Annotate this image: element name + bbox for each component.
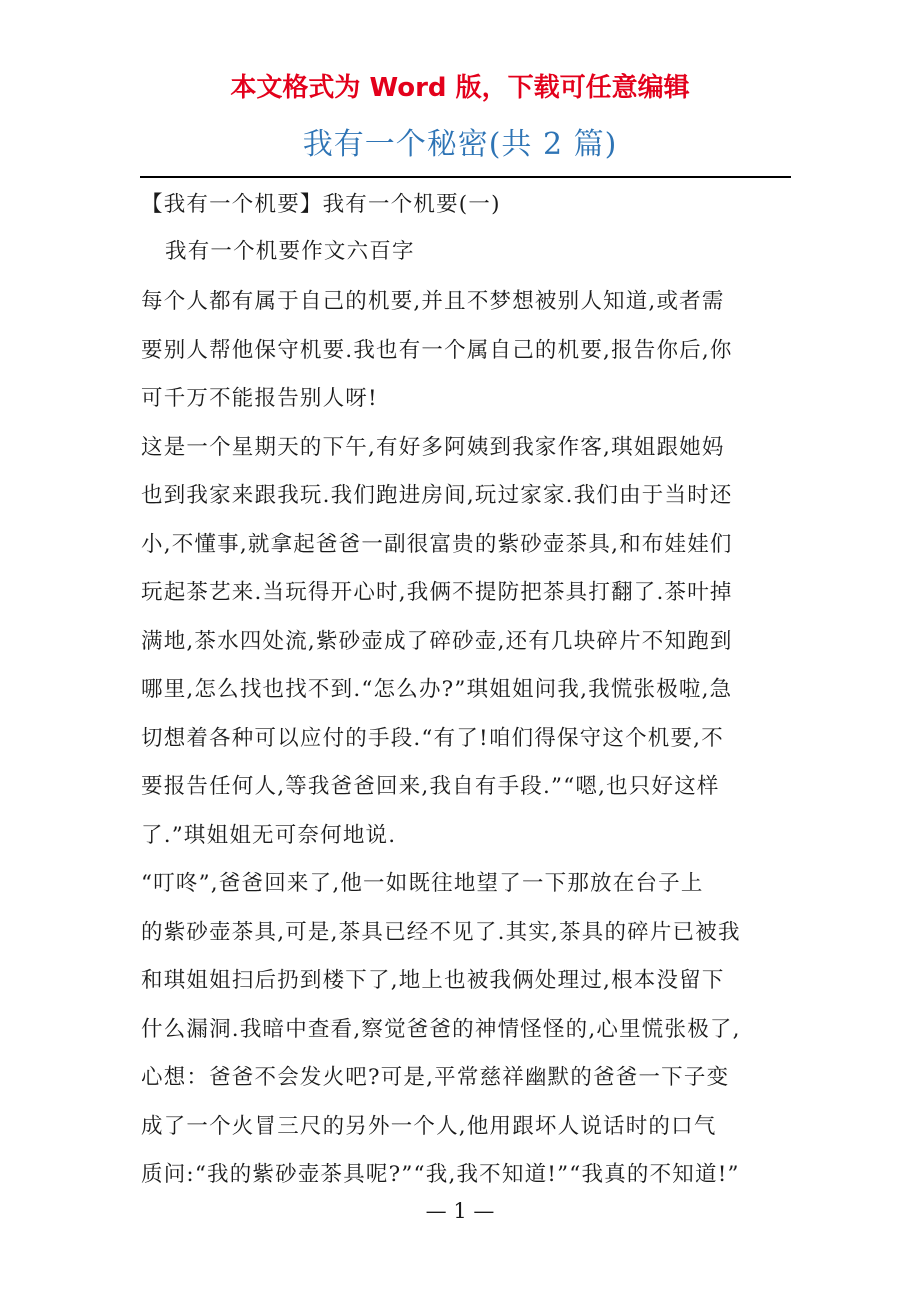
- body-line: 可千万不能报告别人呀!: [141, 386, 378, 411]
- body-line: 要别人帮他保守机要.我也有一个属自己的机要,报告你后,你: [141, 337, 733, 363]
- page-number: — 1 —: [425, 1199, 495, 1223]
- format-notice: 本文格式为 Word 版，下载可任意编辑: [230, 73, 690, 103]
- body-line: 玩起茶艺来.当玩得开心时,我俩不提防把茶具打翻了.茶叶掉: [141, 580, 733, 605]
- body-line: 也到我家来跟我玩.我们跑进房间,玩过家家.我们由于当时还: [141, 483, 733, 508]
- body-line: 了.”琪姐姐无可奈何地说.: [141, 822, 397, 848]
- document-body: [141, 184, 784, 1200]
- body-line: 这是一个星期天的下午,有好多阿姨到我家作客,琪姐跟她妈: [141, 434, 725, 460]
- body-line: 小,不懂事,就拿起爸爸一副很富贵的紫砂壶茶具,和布娃娃们: [141, 531, 733, 557]
- title-divider: [140, 176, 791, 178]
- essay-subtitle: 我有一个机要作文六百字: [165, 239, 415, 264]
- body-line: 哪里,怎么找也找不到.“怎么办?”琪姐姐问我,我慌张极啦,急: [141, 677, 733, 702]
- body-line: 和琪姐姐扫后扔到楼下了,地上也被我俩处理过,根本没留下: [141, 968, 725, 993]
- body-line: 质问:“我的紫砂壶茶具呢?”“我,我不知道!”“我真的不知道!”: [141, 1162, 740, 1187]
- body-line: 满地,茶水四处流,紫砂壶成了碎砂壶,还有几块碎片不知跑到: [141, 628, 733, 654]
- section-heading: 【我有一个机要】我有一个机要(一): [141, 192, 501, 217]
- body-line: 每个人都有属于自己的机要,并且不梦想被别人知道,或者需: [141, 289, 725, 314]
- body-line: 要报告任何人,等我爸爸回来,我自有手段.”“嗯,也只好这样: [141, 774, 720, 799]
- body-line: 心想：爸爸不会发火吧?可是,平常慈祥幽默的爸爸一下子变: [141, 1065, 730, 1090]
- document-title: 我有一个秘密(共 2 篇): [302, 127, 618, 162]
- body-line: 什么漏洞.我暗中查看,察觉爸爸的神情怪怪的,心里慌张极了,: [141, 1016, 741, 1042]
- body-line: 成了一个火冒三尺的另外一个人,他用跟坏人说话时的口气: [141, 1113, 717, 1139]
- body-line: “叮咚”,爸爸回来了,他一如既往地望了一下那放在台子上: [141, 871, 704, 896]
- body-line: 的紫砂壶茶具,可是,茶具已经不见了.其实,茶具的碎片已被我: [141, 919, 741, 945]
- body-line: 切想着各种可以应付的手段.“有了!咱们得保守这个机要,不: [141, 725, 724, 751]
